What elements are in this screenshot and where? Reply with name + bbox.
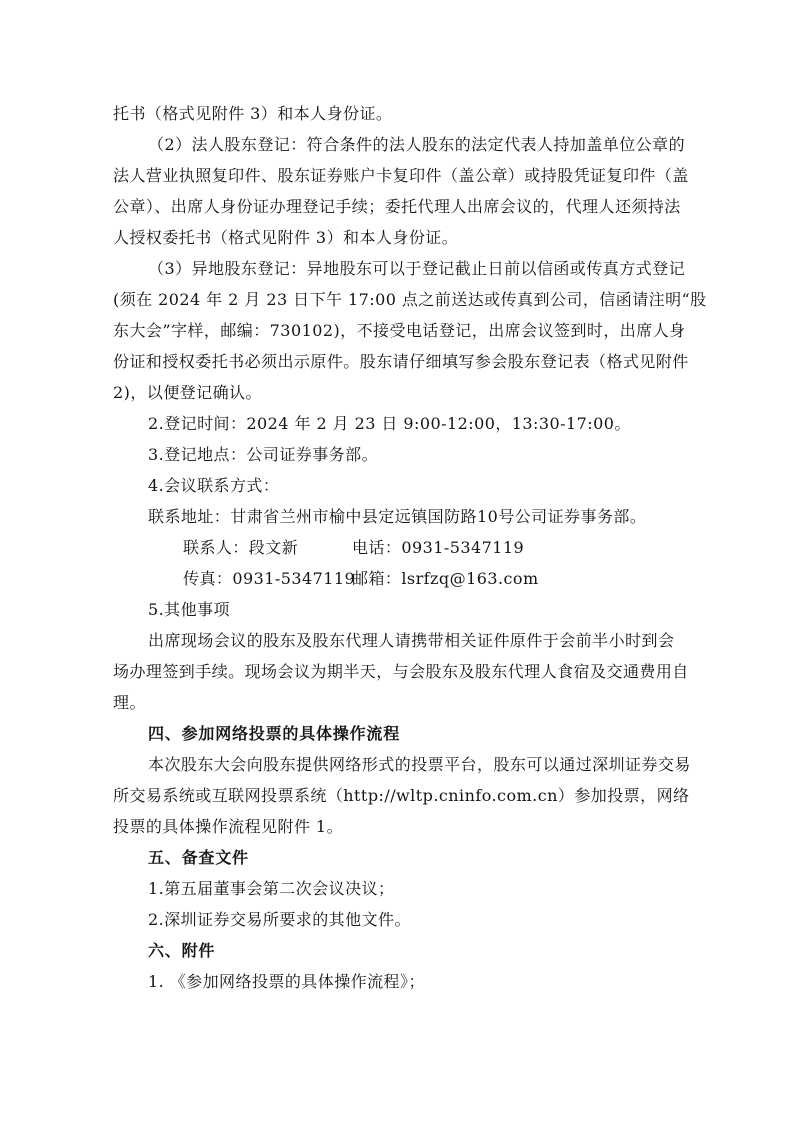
text-line: 场办理签到手续。现场会议为期半天，与会股东及股东代理人食宿及交通费用自 — [113, 662, 689, 681]
text-line: 份证和授权委托书必须出示原件。股东请仔细填写参会股东登记表（格式见附件 — [113, 352, 689, 371]
text-line: 2.登记时间：2024 年 2 月 23 日 9:00-12:00，13:30-17:00。 — [148, 414, 631, 433]
text-line: 联系地址：甘肃省兰州市榆中县定远镇国防路10号公司证券事务部。 — [148, 507, 647, 526]
contact-field-left: 联系人：段文新 — [183, 538, 299, 557]
text-line: 所交易系统或互联网投票系统（http://wltp.cninfo.com.cn）参加投票，网络 — [113, 786, 690, 805]
text-line: 投票的具体操作流程见附件 1。 — [113, 817, 344, 836]
text-line — [113, 532, 693, 563]
text-line: 3.登记地点：公司证券事务部。 — [148, 445, 379, 464]
text-line: 本次股东大会向股东提供网络形式的投票平台，股东可以通过深圳证券交易 — [148, 755, 691, 774]
text-line: 公章）、出席人身份证办理登记手续；委托代理人出席会议的，代理人还须持法 — [113, 197, 681, 216]
text-line: 2.深圳证券交易所要求的其他文件。 — [148, 910, 411, 929]
text-line: 1.第五届董事会第二次会议决议； — [148, 879, 395, 898]
section-heading: 五、备查文件 — [148, 848, 249, 867]
text-line — [113, 563, 693, 594]
text-line: 法人营业执照复印件、股东证券账户卡复印件（盖公章）或持股凭证复印件（盖 — [113, 166, 689, 185]
contact-field-left: 传真：0931-5347119 — [183, 569, 356, 588]
text-line: 出席现场会议的股东及股东代理人请携带相关证件原件于会前半小时到会 — [148, 631, 675, 650]
text-line: 4.会议联系方式： — [148, 476, 280, 495]
text-line: 5.其他事项 — [148, 600, 230, 619]
section-heading: 四、参加网络投票的具体操作流程 — [148, 724, 401, 743]
text-line: (须在 2024 年 2 月 23 日下午 17:00 点之前送达或传真到公司，信函请注明“股 — [113, 290, 707, 309]
text-line: （3）异地股东登记：异地股东可以于登记截止日前以信函或传真方式登记 — [148, 259, 686, 278]
text-line: 1. 《参加网络投票的具体操作流程》； — [148, 972, 425, 991]
text-line: 托书（格式见附件 3）和本人身份证。 — [113, 104, 393, 123]
text-line: 2)，以便登记确认。 — [113, 383, 262, 402]
text-line: 人授权委托书（格式见附件 3）和本人身份证。 — [113, 228, 459, 247]
text-line: （2）法人股东登记：符合条件的法人股东的法定代表人持加盖单位公章的 — [148, 135, 686, 154]
text-line: 东大会”字样，邮编：730102)，不接受电话登记，出席会议签到时，出席人身 — [113, 321, 686, 340]
section-heading: 六、附件 — [148, 941, 216, 960]
text-line: 理。 — [113, 693, 146, 712]
contact-field-right: 电话：0931-5347119 — [352, 538, 525, 557]
contact-field-right: 邮箱：lsrfzq@163.com — [352, 569, 539, 588]
text-block — [113, 98, 707, 997]
